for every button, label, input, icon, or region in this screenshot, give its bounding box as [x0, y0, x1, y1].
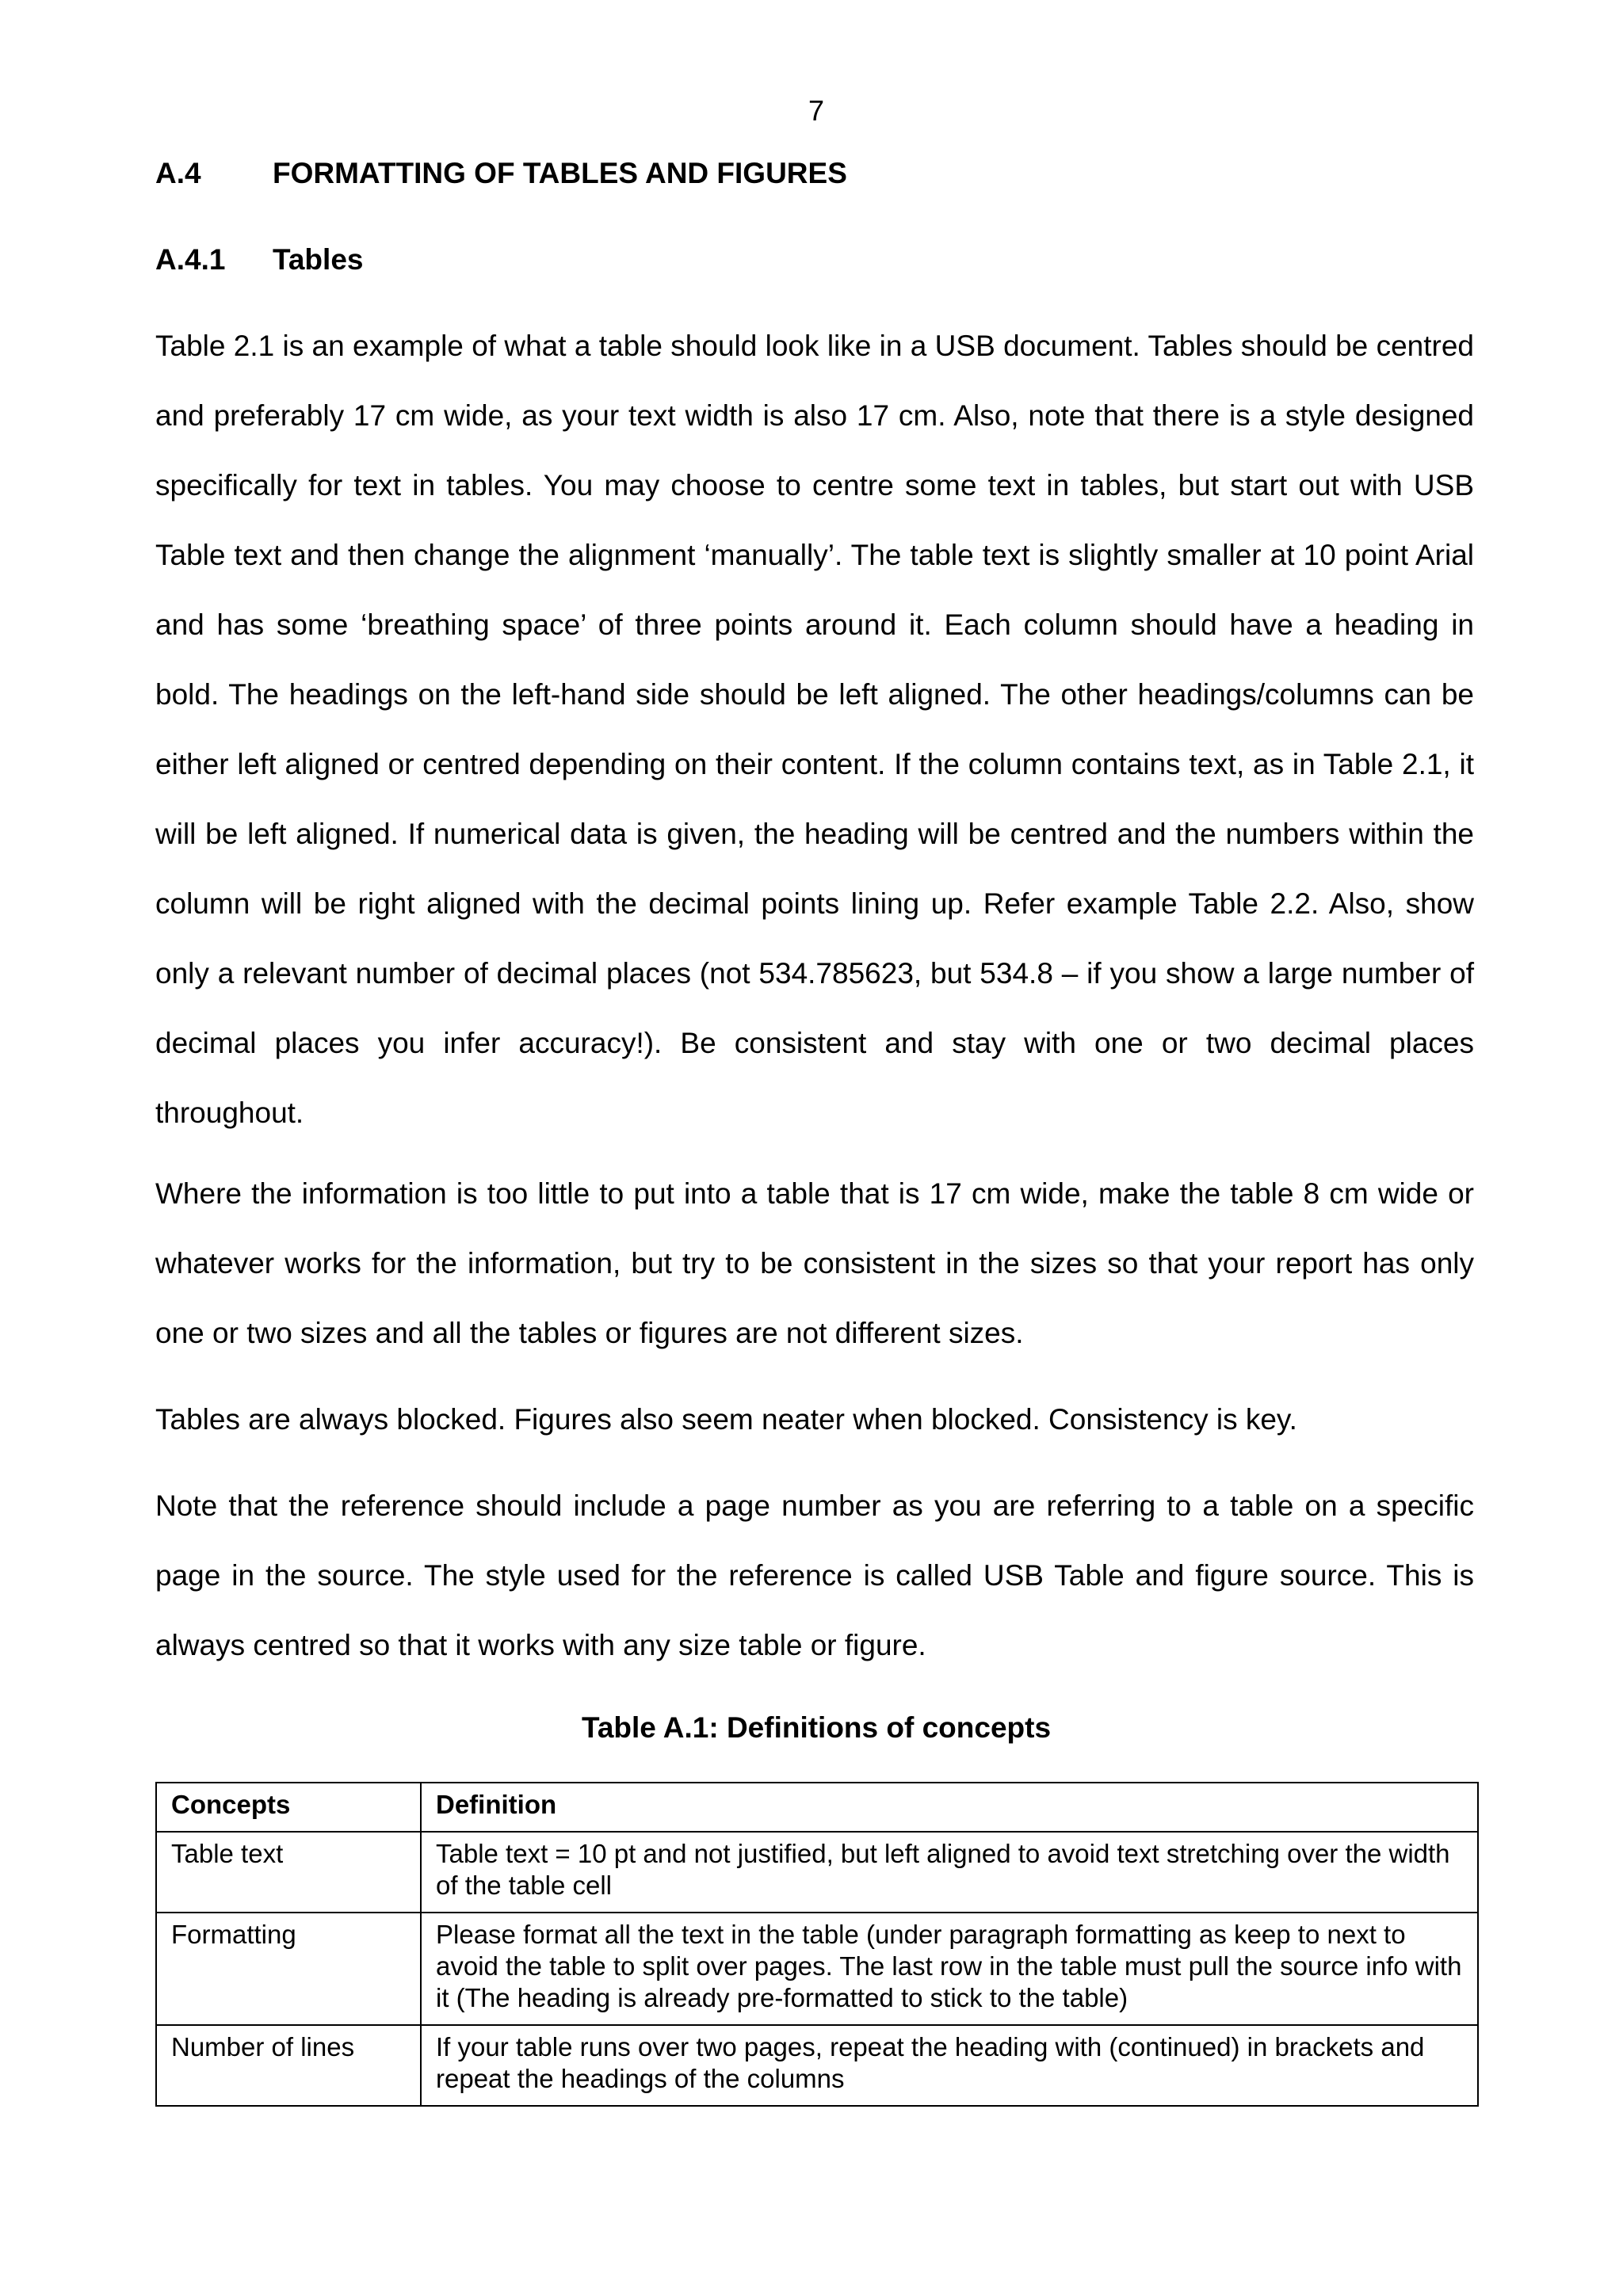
column-header-definition: Definition: [421, 1783, 1478, 1832]
table-row: [156, 1913, 1478, 2025]
definition-cell: Please format all the text in the table (under paragraph formatting as keep to next to avoid the table to split over pages. The last row in the table must pull the source info with it (The heading is already pre-formatted to stick to the table): [421, 1913, 1478, 2025]
concept-cell: Number of lines: [156, 2025, 421, 2106]
concept-cell: Formatting: [156, 1913, 421, 2025]
table-header-row: [156, 1783, 1478, 1832]
body-paragraph: Note that the reference should include a page number as you are referring to a table on a specific page in the source. The style used for the reference is called USB Table and figure source. This is always centred so that it works with any size table or figure.: [155, 1489, 1474, 1661]
table-row: [156, 2025, 1478, 2106]
definition-cell: Table text = 10 pt and not justified, but left aligned to avoid text stretching over the width of the table cell: [421, 1832, 1478, 1913]
column-header-concepts: Concepts: [156, 1783, 421, 1832]
definition-cell: If your table runs over two pages, repeat the heading with (continued) in brackets and repeat the headings of the columns: [421, 2025, 1478, 2106]
concept-cell: Table text: [156, 1832, 421, 1913]
section-heading: [155, 156, 847, 191]
body-paragraph: Tables are always blocked. Figures also seem neater when blocked. Consistency is key.: [155, 1403, 1297, 1436]
section-number: A.4: [155, 157, 201, 189]
subsection-number: A.4.1: [155, 243, 226, 276]
subsection-heading: [155, 242, 363, 277]
section-title: FORMATTING OF TABLES AND FIGURES: [273, 157, 847, 189]
table-caption: Table A.1: Definitions of concepts: [581, 1711, 1052, 1744]
definitions-table: [155, 1782, 1479, 2107]
page-number: 7: [808, 94, 825, 127]
table-row: [156, 1832, 1478, 1913]
subsection-title: Tables: [273, 243, 364, 276]
body-paragraph: Where the information is too little to put into a table that is 17 cm wide, make the table 8 cm wide or whatever works for the information, but try to be consistent in the sizes so that your report has only one or two sizes and all the tables or figures are not different sizes.: [155, 1177, 1474, 1349]
body-paragraph: Table 2.1 is an example of what a table should look like in a USB document. Tables should be centred and preferably 17 cm wide, as your text width is also 17 cm. Also, note that there is a style designed specifically for text in tables. You may choose to centre some text in tables, but start out with USB Table text and then change the alignment ‘manually’. The table text is slightly smaller at 10 point Arial and has some ‘breathing space’ of three points around it. Each column should have a heading in bold. The headings on the left-hand side should be left aligned. The other headings/columns can be either left aligned or centred depending on their content. If the column contains text, as in Table 2.1, it will be left aligned. If numerical data is given, the heading will be centred and the numbers within the column will be right aligned with the decimal points lining up. Refer example Table 2.2. Also, show only a relevant number of decimal places (not 534.785623, but 534.8 – if you show a large number of decimal places you infer accuracy!). Be consistent and stay with one or two decimal places throughout.: [155, 330, 1474, 1129]
